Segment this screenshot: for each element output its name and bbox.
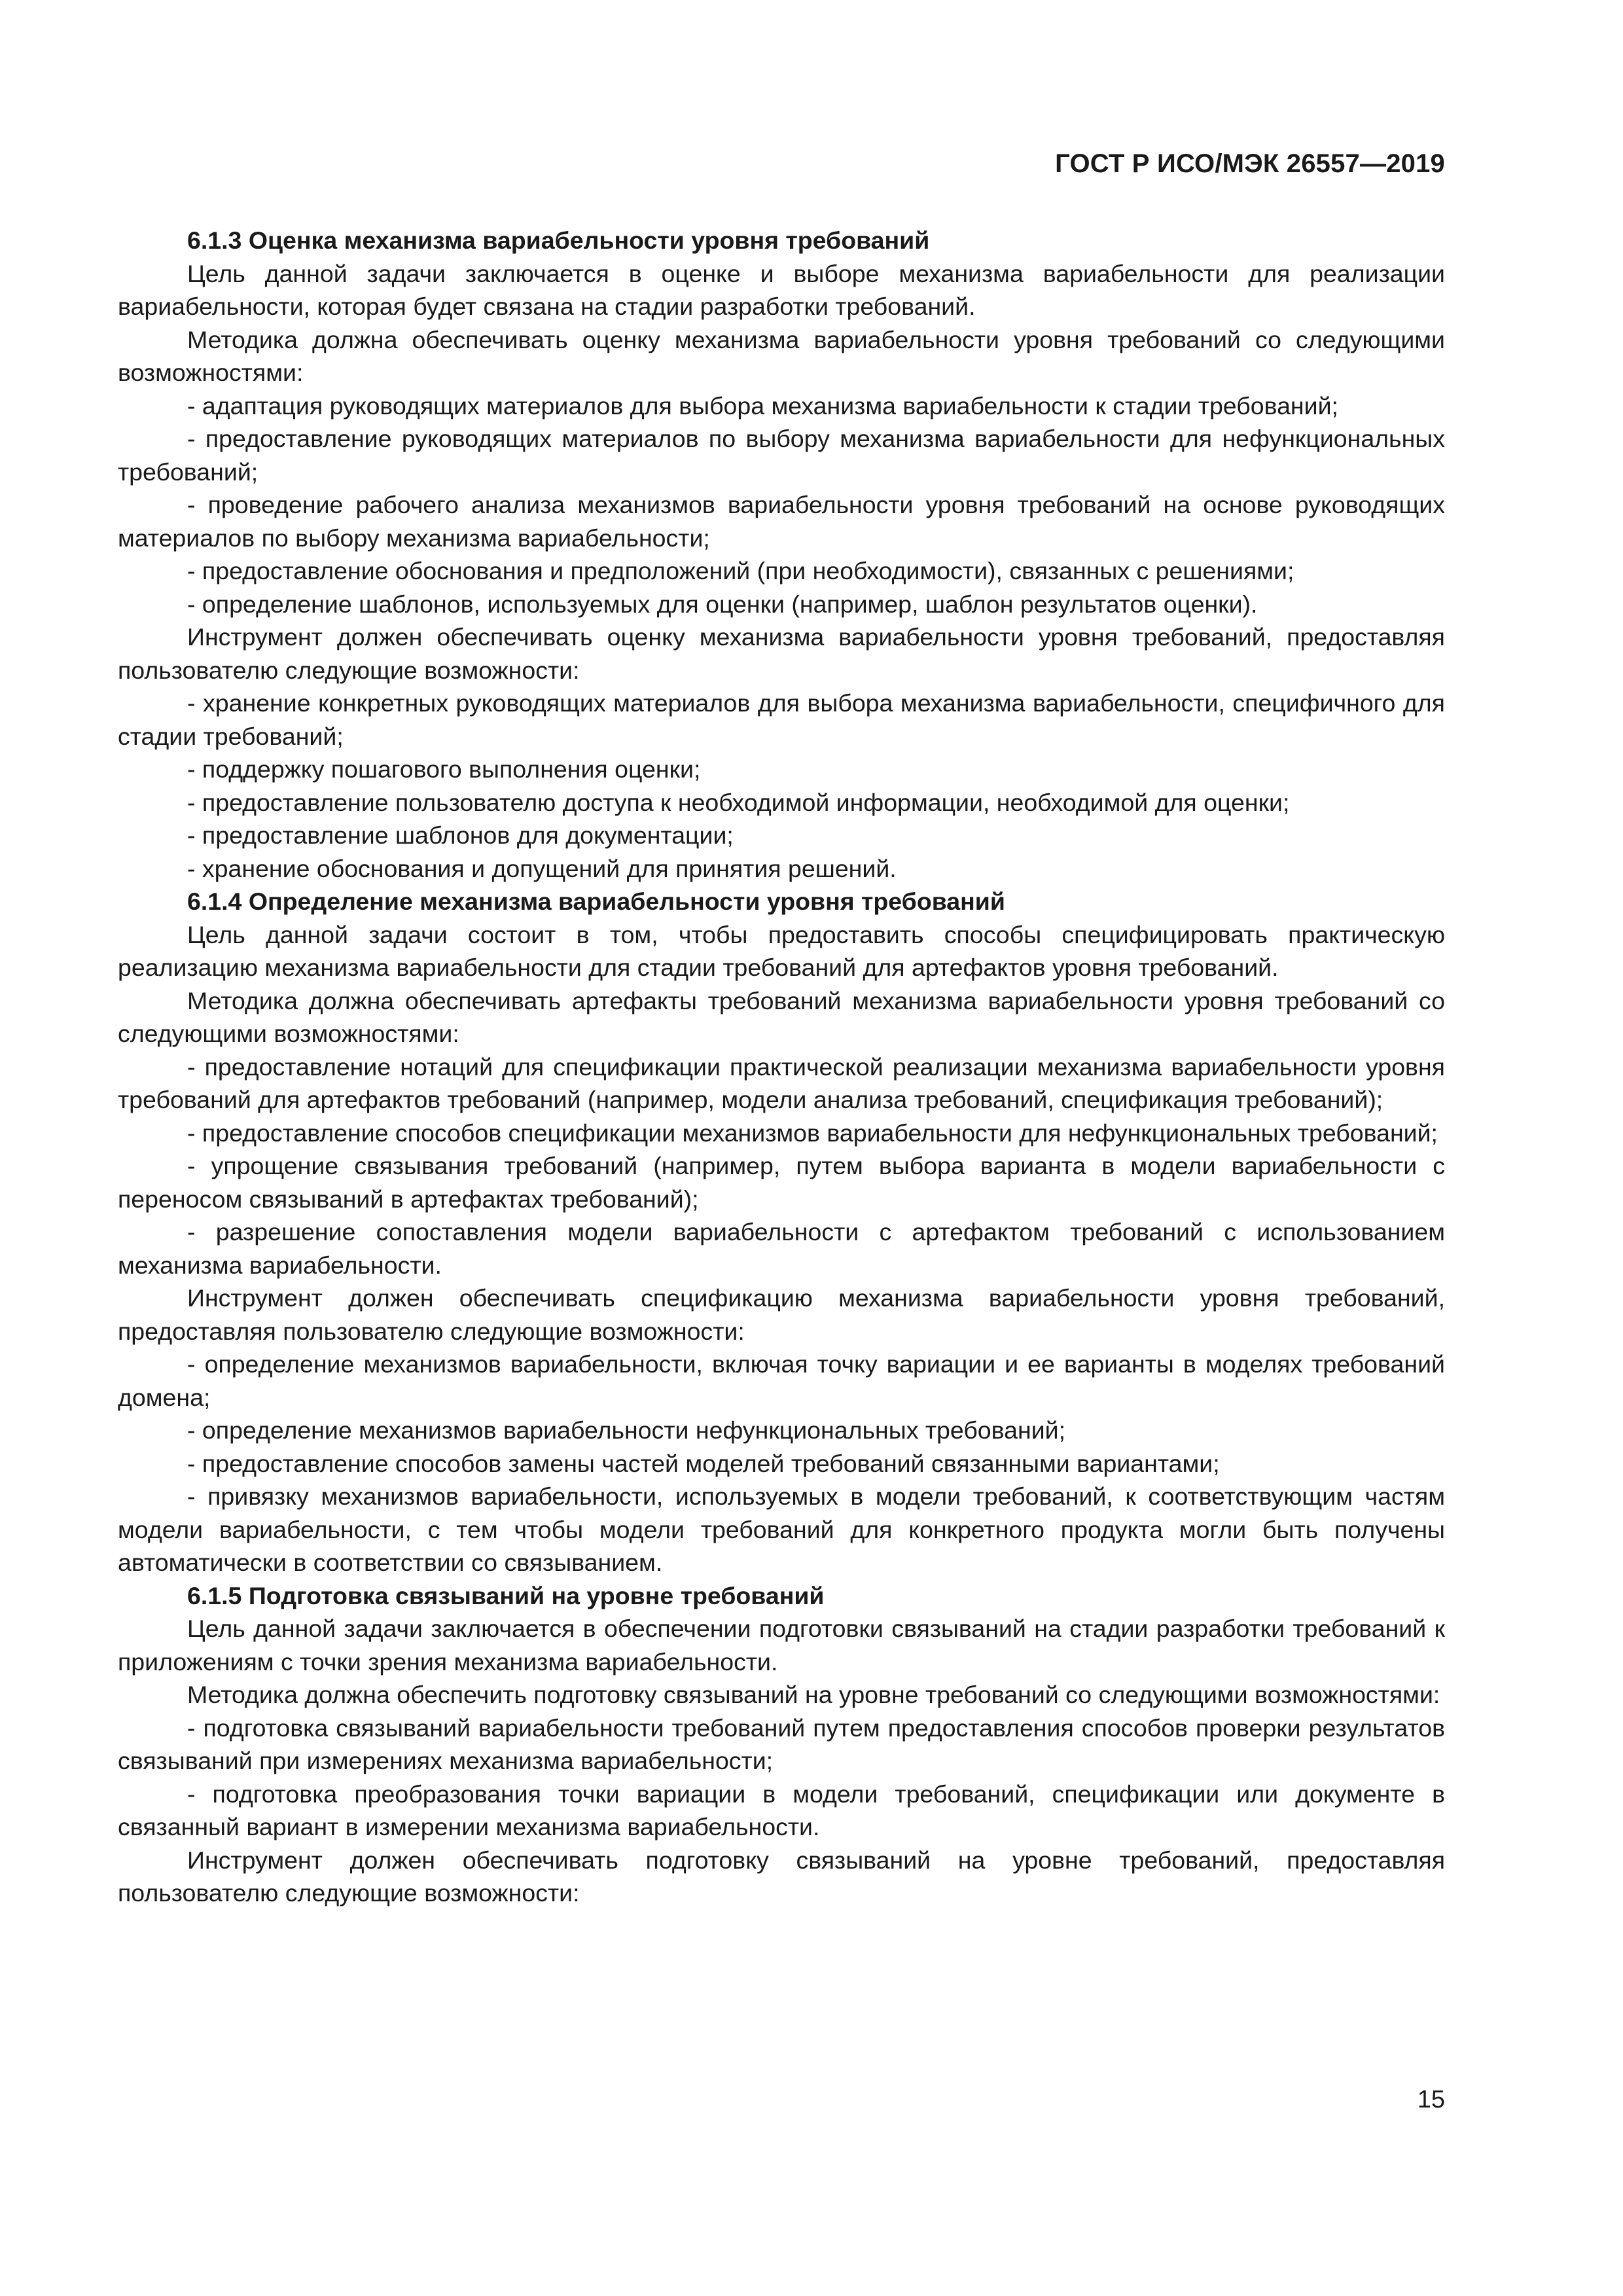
paragraph: Цель данной задачи состоит в том, чтобы предоставить способы специфицировать практическую реализацию механизма вариабельности для стадии требований для артефактов уровня требований. bbox=[118, 920, 1445, 981]
list-item: - хранение конкретных руководящих материалов для выбора механизма вариабельности, специфичного для стадии требований; bbox=[118, 689, 1445, 750]
section-heading: 6.1.4 Определение механизма вариабельности уровня требований bbox=[187, 888, 1005, 915]
page-number: 15 bbox=[1417, 2086, 1445, 2113]
list-item: - разрешение сопоставления модели вариабельности с артефактом требований с использованием механизма вариабельности. bbox=[118, 1218, 1445, 1279]
paragraph: Методика должна обеспечивать артефакты требований механизма вариабельности уровня требований со следующими возможностями: bbox=[118, 986, 1445, 1047]
standard-code-header: ГОСТ Р ИСО/МЭК 26557—2019 bbox=[1055, 149, 1445, 178]
list-item: - адаптация руководящих материалов для выбора механизма вариабельности к стадии требований; bbox=[187, 391, 1338, 420]
list-item: - подготовка связываний вариабельности требований путем предоставления способов проверки результатов связываний при измерениях механизма вариабельности; bbox=[118, 1713, 1445, 1774]
list-item: - предоставление пользователю доступа к необходимой информации, необходимой для оценки; bbox=[187, 788, 1290, 816]
paragraph: Методика должна обеспечить подготовку связываний на уровне требований со следующими возможностями: bbox=[187, 1681, 1440, 1708]
paragraph: Инструмент должен обеспечивать оценку механизма вариабельности уровня требований, предоставляя пользователю следующие возможности: bbox=[118, 623, 1445, 684]
list-item: - предоставление шаблонов для документации; bbox=[187, 821, 734, 849]
list-item: - привязку механизмов вариабельности, используемых в модели требований, к соответствующим частям модели вариабельности, с тем чтобы модели требований для конкретного продукта могли быть получены автоматически в соответствии со связыванием. bbox=[118, 1482, 1445, 1576]
list-item: - определение механизмов вариабельности нефункциональных требований; bbox=[187, 1416, 1066, 1444]
list-item: - предоставление руководящих материалов по выбору механизма вариабельности для нефункциональных требований; bbox=[118, 425, 1445, 486]
paragraph: Методика должна обеспечивать оценку механизма вариабельности уровня требований со следующими возможностями: bbox=[118, 325, 1445, 386]
section-heading: 6.1.5 Подготовка связываний на уровне требований bbox=[187, 1581, 825, 1609]
page-body bbox=[118, 224, 1445, 1910]
list-item: - определение механизмов вариабельности, включая точку вариации и ее варианты в моделях требований домена; bbox=[118, 1350, 1445, 1411]
paragraph: Цель данной задачи заключается в обеспечении подготовки связываний на стадии разработки требований к приложениям с точки зрения механизма вариабельности. bbox=[118, 1615, 1445, 1676]
list-item: - предоставление нотаций для спецификации практической реализации механизма вариабельности уровня требований для артефактов требований (например, модели анализа требований, спецификация требований); bbox=[118, 1052, 1445, 1113]
list-item: - упрощение связывания требований (например, путем выбора варианта в модели вариабельности с переносом связываний в артефактах требований); bbox=[118, 1152, 1445, 1213]
list-item: - определение шаблонов, используемых для оценки (например, шаблон результатов оценки). bbox=[187, 590, 1258, 618]
list-item: - предоставление обоснования и предположений (при необходимости), связанных с решениями; bbox=[187, 557, 1294, 584]
list-item: - хранение обоснования и допущений для принятия решений. bbox=[187, 854, 897, 882]
list-item: - поддержку пошагового выполнения оценки; bbox=[187, 755, 701, 783]
list-item: - подготовка преобразования точки вариации в модели требований, спецификации или документе в связанный вариант в измерении механизма вариабельности. bbox=[118, 1780, 1445, 1840]
list-item: - предоставление способов спецификации механизмов вариабельности для нефункциональных требований; bbox=[187, 1119, 1438, 1147]
list-item: - проведение рабочего анализа механизмов вариабельности уровня требований на основе руководящих материалов по выбору механизма вариабельности; bbox=[118, 491, 1445, 552]
list-item: - предоставление способов замены частей моделей требований связанными вариантами; bbox=[187, 1449, 1220, 1477]
paragraph: Цель данной задачи заключается в оценке и выборе механизма вариабельности для реализации вариабельности, которая будет связана на стадии разработки требований. bbox=[118, 259, 1445, 320]
paragraph: Инструмент должен обеспечивать спецификацию механизма вариабельности уровня требований, предоставляя пользователю следующие возможности: bbox=[118, 1284, 1445, 1345]
paragraph: Инструмент должен обеспечивать подготовку связываний на уровне требований, предоставляя пользователю следующие возможности: bbox=[118, 1846, 1445, 1907]
section-heading: 6.1.3 Оценка механизма вариабельности уровня требований bbox=[187, 226, 930, 254]
